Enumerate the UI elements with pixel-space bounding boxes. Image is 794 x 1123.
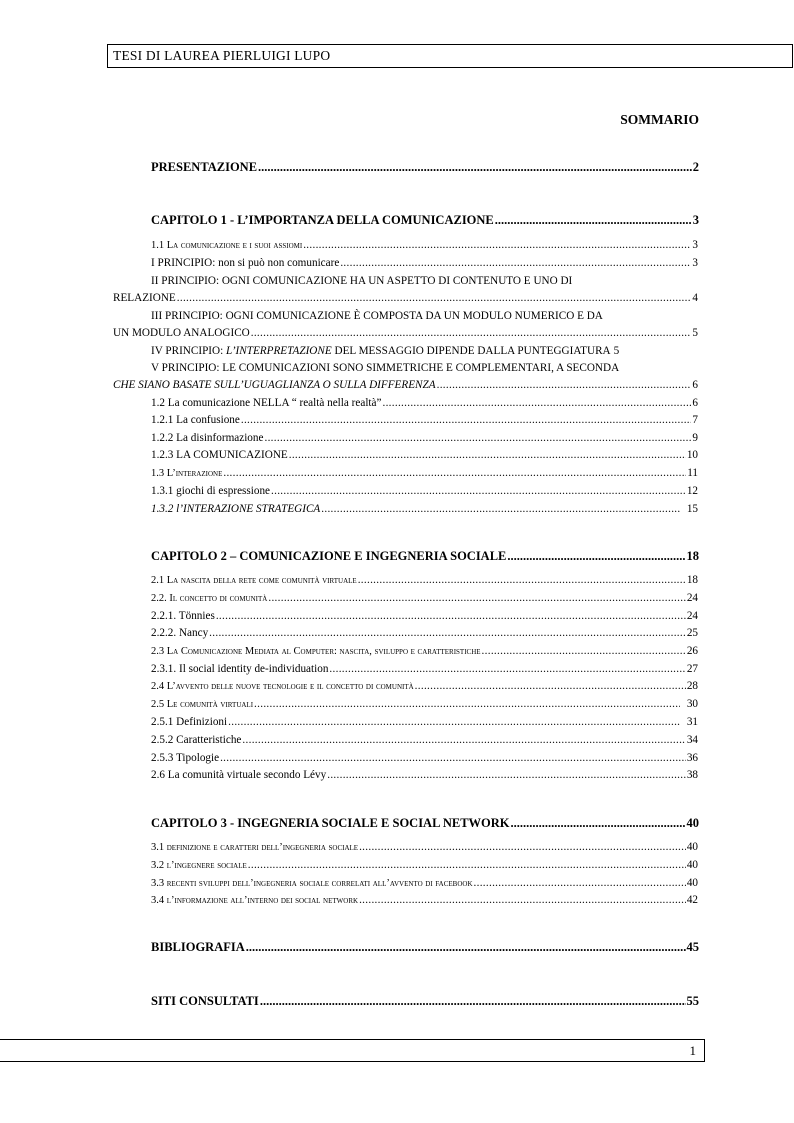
toc-entry-presentazione[interactable]: PRESENTAZIONE ..... 2 xyxy=(151,160,699,175)
toc-entry-2-3[interactable]: 2.3 La Comunicazione Mediata al Computer: nascita, sviluppo e caratteristiche ..... 26 xyxy=(151,645,698,657)
page-title: SOMMARIO xyxy=(620,112,699,127)
toc-entry-capitolo-2[interactable]: CAPITOLO 2 – COMUNICAZIONE E INGEGNERIA SOCIALE ..... 18 xyxy=(151,549,699,564)
toc-entry-2-2[interactable]: 2.2. Il concetto di comunità ..... 24 xyxy=(151,592,698,604)
toc-entry-3-3[interactable]: 3.3 recenti sviluppi dell’ingegneria sociale correlati all’avvento di facebook ..... 40 xyxy=(151,877,698,889)
toc-entry-capitolo-3[interactable]: CAPITOLO 3 - INGEGNERIA SOCIALE E SOCIAL NETWORK ..... 40 xyxy=(151,816,699,831)
toc-entry-1-2-1[interactable]: 1.2.1 La confusione ..... 7 xyxy=(151,414,698,426)
toc-entry-1-2-2[interactable]: 1.2.2 La disinformazione ..... 9 xyxy=(151,432,698,444)
toc-entry-3-2[interactable]: 3.2 l’ingegnere sociale ..... 40 xyxy=(151,859,698,871)
header-title: TESI DI LAUREA PIERLUIGI LUPO xyxy=(113,48,331,63)
toc-entry-2-1[interactable]: 2.1 La nascita della rete come comunità virtuale ..... 18 xyxy=(151,574,698,586)
toc-entry-2-5-3[interactable]: 2.5.3 Tipologie ..... 36 xyxy=(151,752,698,764)
running-header xyxy=(107,44,793,68)
toc-entry-principio-4[interactable]: IV PRINCIPIO: L’INTERPRETAZIONE DEL MESSAGGIO DIPENDE DALLA PUNTEGGIATURA 5 xyxy=(151,345,620,357)
toc-entry-capitolo-1[interactable]: CAPITOLO 1 - L’IMPORTANZA DELLA COMUNICAZIONE ..... 3 xyxy=(151,213,699,228)
page-number: 1 xyxy=(689,1043,696,1058)
toc-entry-principio-3[interactable]: UN MODULO ANALOGICO ..... 5 xyxy=(113,327,698,339)
toc-entry-principio-5-line1: V PRINCIPIO: LE COMUNICAZIONI SONO SIMMETRICHE E COMPLEMENTARI, A SECONDA xyxy=(151,362,620,374)
toc-entry-principio-5[interactable]: CHE SIANO BASATE SULL’UGUAGLIANZA O SULLA DIFFERENZA ..... 6 xyxy=(113,379,698,391)
toc-entry-3-4[interactable]: 3.4 l’informazione all’interno dei social network ..... 42 xyxy=(151,894,698,906)
toc-entry-3-1[interactable]: 3.1 definizione e caratteri dell’ingegneria sociale ..... 40 xyxy=(151,841,698,853)
toc-entry-2-4[interactable]: 2.4 L’avvento delle nuove tecnologie e il concetto di comunità ..... 28 xyxy=(151,680,698,692)
toc-entry-1-3-1[interactable]: 1.3.1 giochi di espressione ..... 12 xyxy=(151,485,698,497)
toc-entry-2-5-1[interactable]: 2.5.1 Definizioni ..... 31 xyxy=(151,716,698,728)
toc-entry-2-2-2[interactable]: 2.2.2. Nancy ..... 25 xyxy=(151,627,698,639)
toc-entry-2-5[interactable]: 2.5 Le comunità virtuali ..... 30 xyxy=(151,698,698,710)
toc-entry-bibliografia[interactable]: BIBLIOGRAFIA ..... 45 xyxy=(151,940,699,955)
toc-entry-1-3-2[interactable]: 1.3.2 l’INTERAZIONE STRATEGICA ..... 15 xyxy=(151,503,698,515)
toc-entry-1-2-3[interactable]: 1.2.3 LA COMUNICAZIONE ..... 10 xyxy=(151,449,698,461)
toc-entry-2-2-1[interactable]: 2.2.1. Tönnies ..... 24 xyxy=(151,610,698,622)
page-footer xyxy=(0,1039,705,1062)
toc-entry-siti-consultati[interactable]: SITI CONSULTATI ..... 55 xyxy=(151,994,699,1009)
toc-entry-principio-2[interactable]: RELAZIONE ..... 4 xyxy=(113,292,698,304)
toc-entry-1-1[interactable]: 1.1 La comunicazione e i suoi assiomi ..... 3 xyxy=(151,239,698,251)
toc-entry-2-3-1[interactable]: 2.3.1. Il social identity de-individuation ..... 27 xyxy=(151,663,698,675)
toc-entry-principio-3-line1: III PRINCIPIO: OGNI COMUNICAZIONE È COMPOSTA DA UN MODULO NUMERICO E DA xyxy=(151,310,603,322)
toc-entry-1-2[interactable]: 1.2 La comunicazione NELLA “ realtà nella realtà” ..... 6 xyxy=(151,397,698,409)
toc-entry-2-6[interactable]: 2.6 La comunità virtuale secondo Lévy ..... 38 xyxy=(151,769,698,781)
toc-entry-1-3[interactable]: 1.3 L’interazione ..... 11 xyxy=(151,467,698,479)
toc-entry-principio-2-line1: II PRINCIPIO: OGNI COMUNICAZIONE HA UN ASPETTO DI CONTENUTO E UNO DI xyxy=(151,275,573,287)
toc-entry-2-5-2[interactable]: 2.5.2 Caratteristiche ..... 34 xyxy=(151,734,698,746)
toc-entry-principio-1[interactable]: I PRINCIPIO: non si può non comunicare ..... 3 xyxy=(151,257,698,269)
